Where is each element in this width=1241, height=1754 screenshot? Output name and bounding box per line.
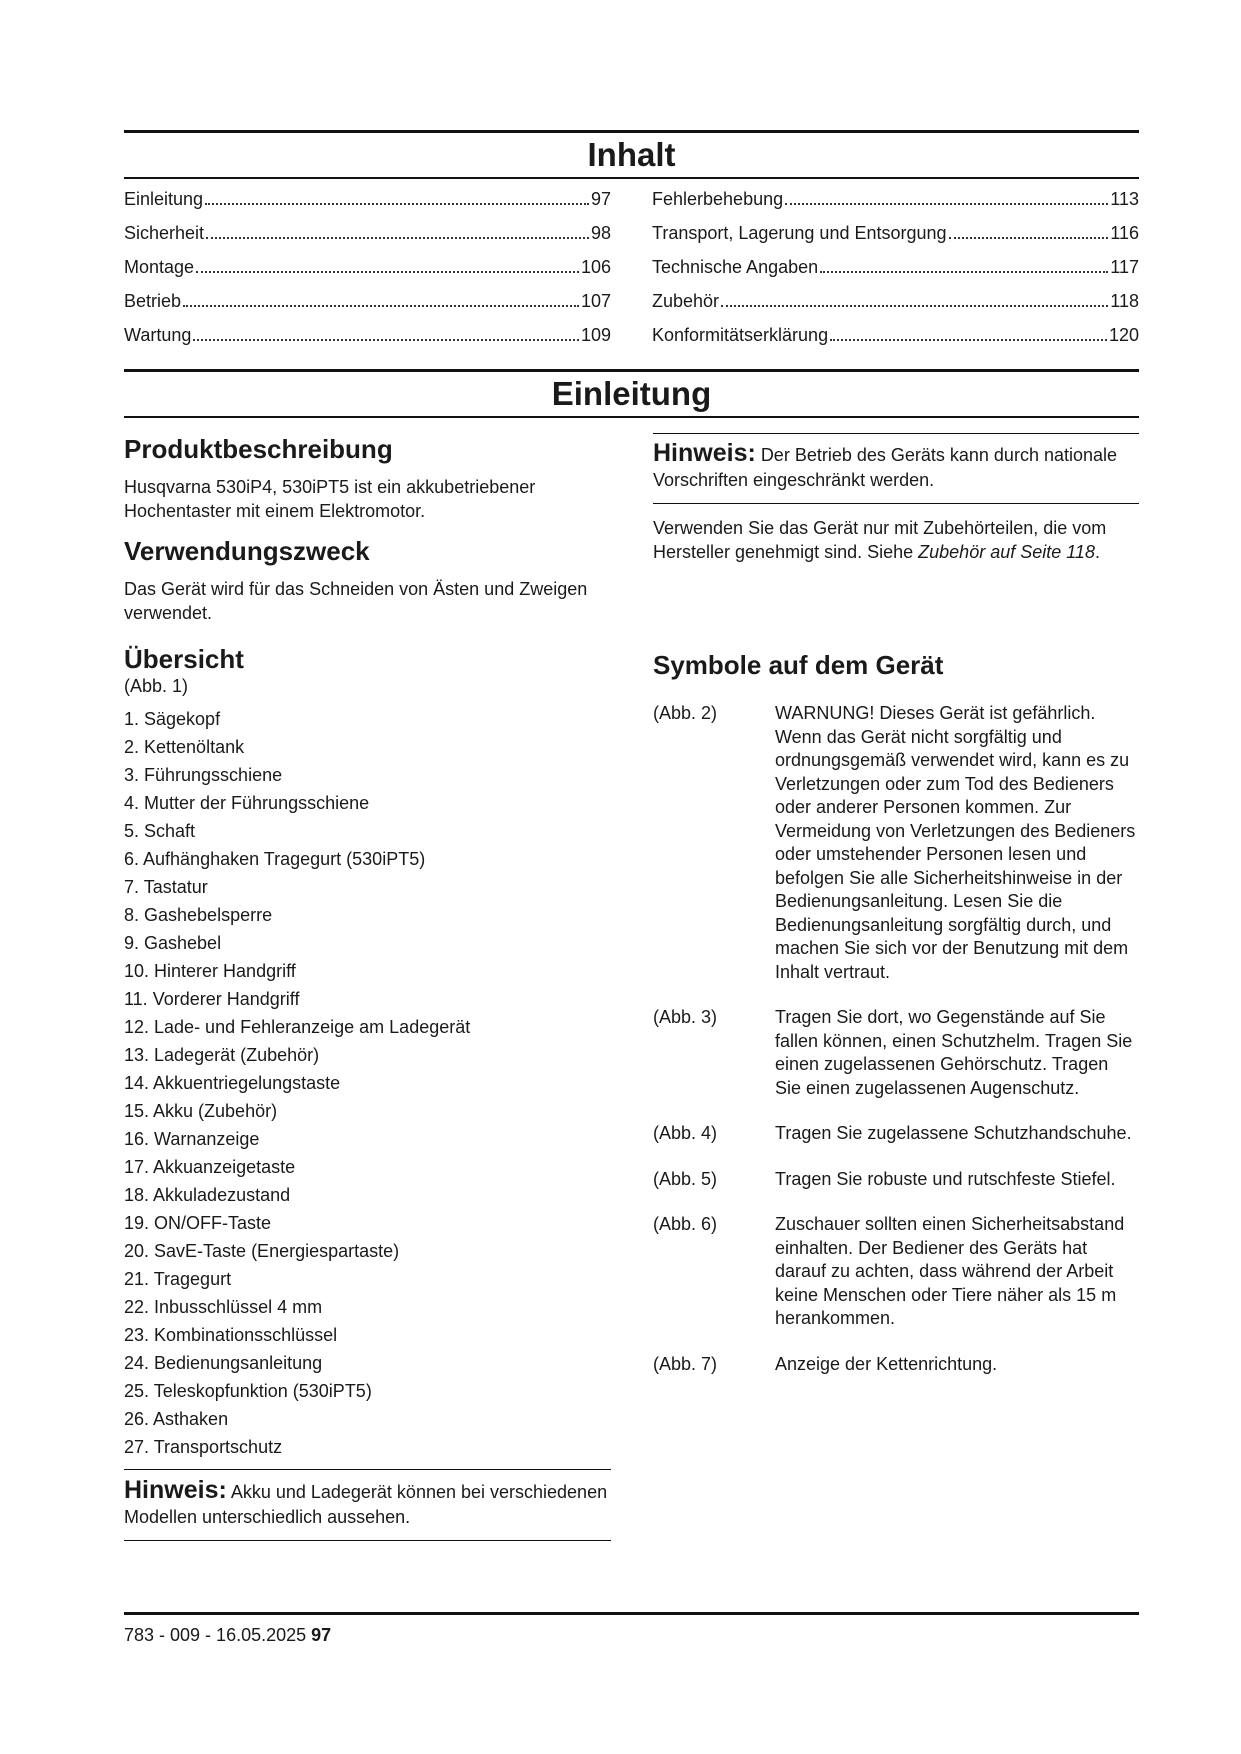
toc-entry[interactable]: [124, 189, 611, 223]
symbol-figure-ref: (Abb. 2): [653, 703, 718, 723]
symbol-entry: [653, 1006, 1139, 1100]
toc-entry-label: Montage: [124, 257, 195, 277]
toc-entry[interactable]: [652, 223, 1139, 257]
page-content: [124, 130, 1139, 1541]
symbol-figure-ref: (Abb. 5): [653, 1168, 718, 1189]
overview-list: [124, 705, 611, 1461]
hint-box-left: [124, 1470, 611, 1540]
symbol-entry: [653, 1122, 1139, 1146]
symbol-figure-ref: (Abb. 7): [653, 1353, 718, 1374]
toc-leader-dots: [206, 237, 589, 239]
intro-right-column: [653, 432, 1139, 1541]
symbols-heading: Symbole auf dem Gerät: [653, 650, 944, 680]
toc-leader-dots: [830, 339, 1107, 341]
list-item: 12. Lade- und Fehleranzeige am Ladegerät: [124, 1017, 471, 1037]
symbol-description: Tragen Sie zugelassene Schutzhandschuhe.: [775, 1123, 1132, 1143]
list-item: 10. Hinterer Handgriff: [124, 961, 296, 981]
table-of-contents: [124, 179, 1139, 359]
toc-entry-label: Konformitätserklärung: [652, 325, 829, 345]
footer-page-number: 97: [311, 1625, 332, 1645]
intro-title: Einleitung: [551, 375, 712, 412]
toc-entry-page: 98: [590, 223, 611, 243]
overview-figure-ref: (Abb. 1): [124, 676, 189, 696]
list-item: 18. Akkuladezustand: [124, 1185, 291, 1205]
toc-entry-page: 113: [1110, 189, 1139, 209]
list-item: 26. Asthaken: [124, 1409, 229, 1429]
list-item: 25. Teleskopfunktion (530iPT5): [124, 1381, 372, 1401]
toc-entry-label: Zubehör: [652, 291, 720, 311]
toc-leader-dots: [785, 203, 1108, 205]
toc-entry[interactable]: [124, 291, 611, 325]
footer-doc-info: 783 - 009 - 16.05.2025: [124, 1625, 307, 1645]
list-item: 13. Ladegerät (Zubehör): [124, 1045, 320, 1065]
accessory-note: [653, 516, 1139, 564]
toc-entry[interactable]: [652, 291, 1139, 325]
toc-entry-page: 107: [580, 291, 611, 311]
toc-leader-dots: [949, 237, 1109, 239]
intro-left-column: [124, 432, 611, 1541]
toc-entry[interactable]: [652, 325, 1139, 359]
accessory-link[interactable]: Zubehör auf Seite 118: [918, 542, 1095, 562]
intro-columns: [124, 432, 1139, 1541]
list-item: 8. Gashebelsperre: [124, 905, 273, 925]
toc-leader-dots: [721, 305, 1108, 307]
symbol-figure-ref: (Abb. 3): [653, 1007, 718, 1027]
toc-leader-dots: [183, 305, 579, 307]
product-description: Husqvarna 530iP4, 530iPT5 ist ein akkubetriebener Hochentaster mit einem Elektromotor.: [124, 477, 536, 521]
toc-leader-dots: [193, 339, 579, 341]
list-item: 27. Transportschutz: [124, 1437, 283, 1457]
toc-entry-label: Technische Angaben: [652, 257, 819, 277]
toc-entry-page: 97: [590, 189, 611, 209]
toc-entry-page: 118: [1110, 291, 1139, 311]
use-heading: Verwendungszweck: [124, 536, 370, 566]
list-item: 7. Tastatur: [124, 877, 208, 897]
toc-leader-dots: [196, 271, 579, 273]
toc-leader-dots: [820, 271, 1108, 273]
symbol-figure-ref: (Abb. 4): [653, 1123, 718, 1143]
symbol-entry: [653, 1353, 1139, 1377]
list-item: 14. Akkuentriegelungstaste: [124, 1073, 341, 1093]
overview-heading: Übersicht: [124, 644, 244, 674]
product-heading: Produktbeschreibung: [124, 434, 393, 464]
toc-entry-page: 120: [1108, 325, 1139, 345]
list-item: 17. Akkuanzeigetaste: [124, 1157, 296, 1177]
page-footer: [124, 1612, 1139, 1646]
intro-title-rule: [124, 416, 1139, 418]
list-item: 21. Tragegurt: [124, 1269, 232, 1289]
toc-entry-label: Sicherheit: [124, 223, 205, 243]
toc-entry-label: Wartung: [124, 325, 192, 345]
symbol-entry: [653, 1168, 1139, 1192]
toc-entry-label: Betrieb: [124, 291, 182, 311]
toc-entry-label: Einleitung: [124, 189, 204, 209]
toc-entry-page: 106: [580, 257, 611, 277]
list-item: 5. Schaft: [124, 821, 196, 841]
toc-left-column: [124, 189, 611, 359]
toc-leader-dots: [205, 203, 589, 205]
toc-entry[interactable]: [124, 223, 611, 257]
list-item: 22. Inbusschlüssel 4 mm: [124, 1297, 323, 1317]
symbol-figure-ref: (Abb. 6): [653, 1214, 718, 1234]
list-item: 24. Bedienungsanleitung: [124, 1353, 323, 1373]
hint-text: Akku und Ladegerät können bei verschiedenen Modellen unterschiedlich aussehen.: [124, 1482, 608, 1527]
symbol-description: Anzeige der Kettenrichtung.: [775, 1353, 998, 1374]
hint-bottom-rule: [653, 503, 1139, 504]
list-item: 19. ON/OFF-Taste: [124, 1213, 272, 1233]
symbols-list: [653, 702, 1139, 1376]
list-item: 6. Aufhänghaken Tragegurt (530iPT5): [124, 849, 426, 869]
list-item: 15. Akku (Zubehör): [124, 1101, 278, 1121]
list-item: 1. Sägekopf: [124, 709, 221, 729]
use-description: Das Gerät wird für das Schneiden von Ästen und Zweigen verwendet.: [124, 579, 588, 623]
list-item: 20. SavE-Taste (Energiespartaste): [124, 1241, 400, 1261]
symbol-description: Tragen Sie robuste und rutschfeste Stiefel.: [775, 1168, 1116, 1189]
toc-entry-label: Transport, Lagerung und Entsorgung: [652, 223, 947, 243]
toc-entry-page: 116: [1110, 223, 1139, 243]
hint-box-right: [653, 434, 1139, 503]
toc-entry[interactable]: [652, 189, 1139, 223]
list-item: 23. Kombinationsschlüssel: [124, 1325, 338, 1345]
accessory-end: .: [1094, 542, 1100, 562]
list-item: 3. Führungsschiene: [124, 765, 283, 785]
hint-bottom-rule: [124, 1540, 611, 1541]
symbol-entry: [653, 1213, 1139, 1331]
toc-entry-page: 109: [580, 325, 611, 345]
toc-entry[interactable]: [124, 257, 611, 291]
list-item: 4. Mutter der Führungsschiene: [124, 793, 370, 813]
accessory-text: Verwenden Sie das Gerät nur mit Zubehörteilen, die vom Hersteller genehmigt sind. Siehe: [653, 518, 1107, 562]
hint-label: Hinweis:: [124, 1476, 227, 1504]
hint-text: Der Betrieb des Geräts kann durch nationale Vorschriften eingeschränkt werden.: [653, 445, 1118, 490]
symbol-description: WARNUNG! Dieses Gerät ist gefährlich. Wenn das Gerät nicht sorgfältig und ordnungsgemäß verwendet wird, kann es zu Verletzungen oder zum Tod des Bedieners oder anderer Personen kommen. Zur Vermeidung von Verletzungen des Bedieners oder umstehender Personen lesen und befolgen Sie alle Sicherheitshinweise in der Bedienungsanleitung. Lesen Sie die Bedienungsanleitung sorgfältig durch, und machen Sie sich vor der Benutzung mit dem Inhalt vertraut.: [775, 703, 1136, 982]
toc-entry[interactable]: [652, 257, 1139, 291]
toc-entry[interactable]: [124, 325, 611, 359]
symbol-description: Zuschauer sollten einen Sicherheitsabstand einhalten. Der Bediener des Geräts hat darauf zu achten, dass während der Arbeit keine Menschen oder Tiere näher als 15 m herankommen.: [775, 1214, 1125, 1328]
list-item: 9. Gashebel: [124, 933, 222, 953]
symbol-entry: [653, 702, 1139, 984]
toc-right-column: [652, 189, 1139, 359]
symbol-description: Tragen Sie dort, wo Gegenstände auf Sie fallen können, einen Schutzhelm. Tragen Sie einen zugelassenen Gehörschutz. Tragen Sie einen zugelassenen Augenschutz.: [775, 1007, 1133, 1098]
hint-label: Hinweis:: [653, 439, 756, 467]
list-item: 11. Vorderer Handgriff: [124, 989, 300, 1009]
toc-entry-label: Fehlerbehebung: [652, 189, 784, 209]
contents-title: Inhalt: [587, 136, 676, 173]
footer-text: [124, 1615, 1139, 1646]
list-item: 2. Kettenöltank: [124, 737, 245, 757]
list-item: 16. Warnanzeige: [124, 1129, 260, 1149]
toc-entry-page: 117: [1110, 257, 1139, 277]
